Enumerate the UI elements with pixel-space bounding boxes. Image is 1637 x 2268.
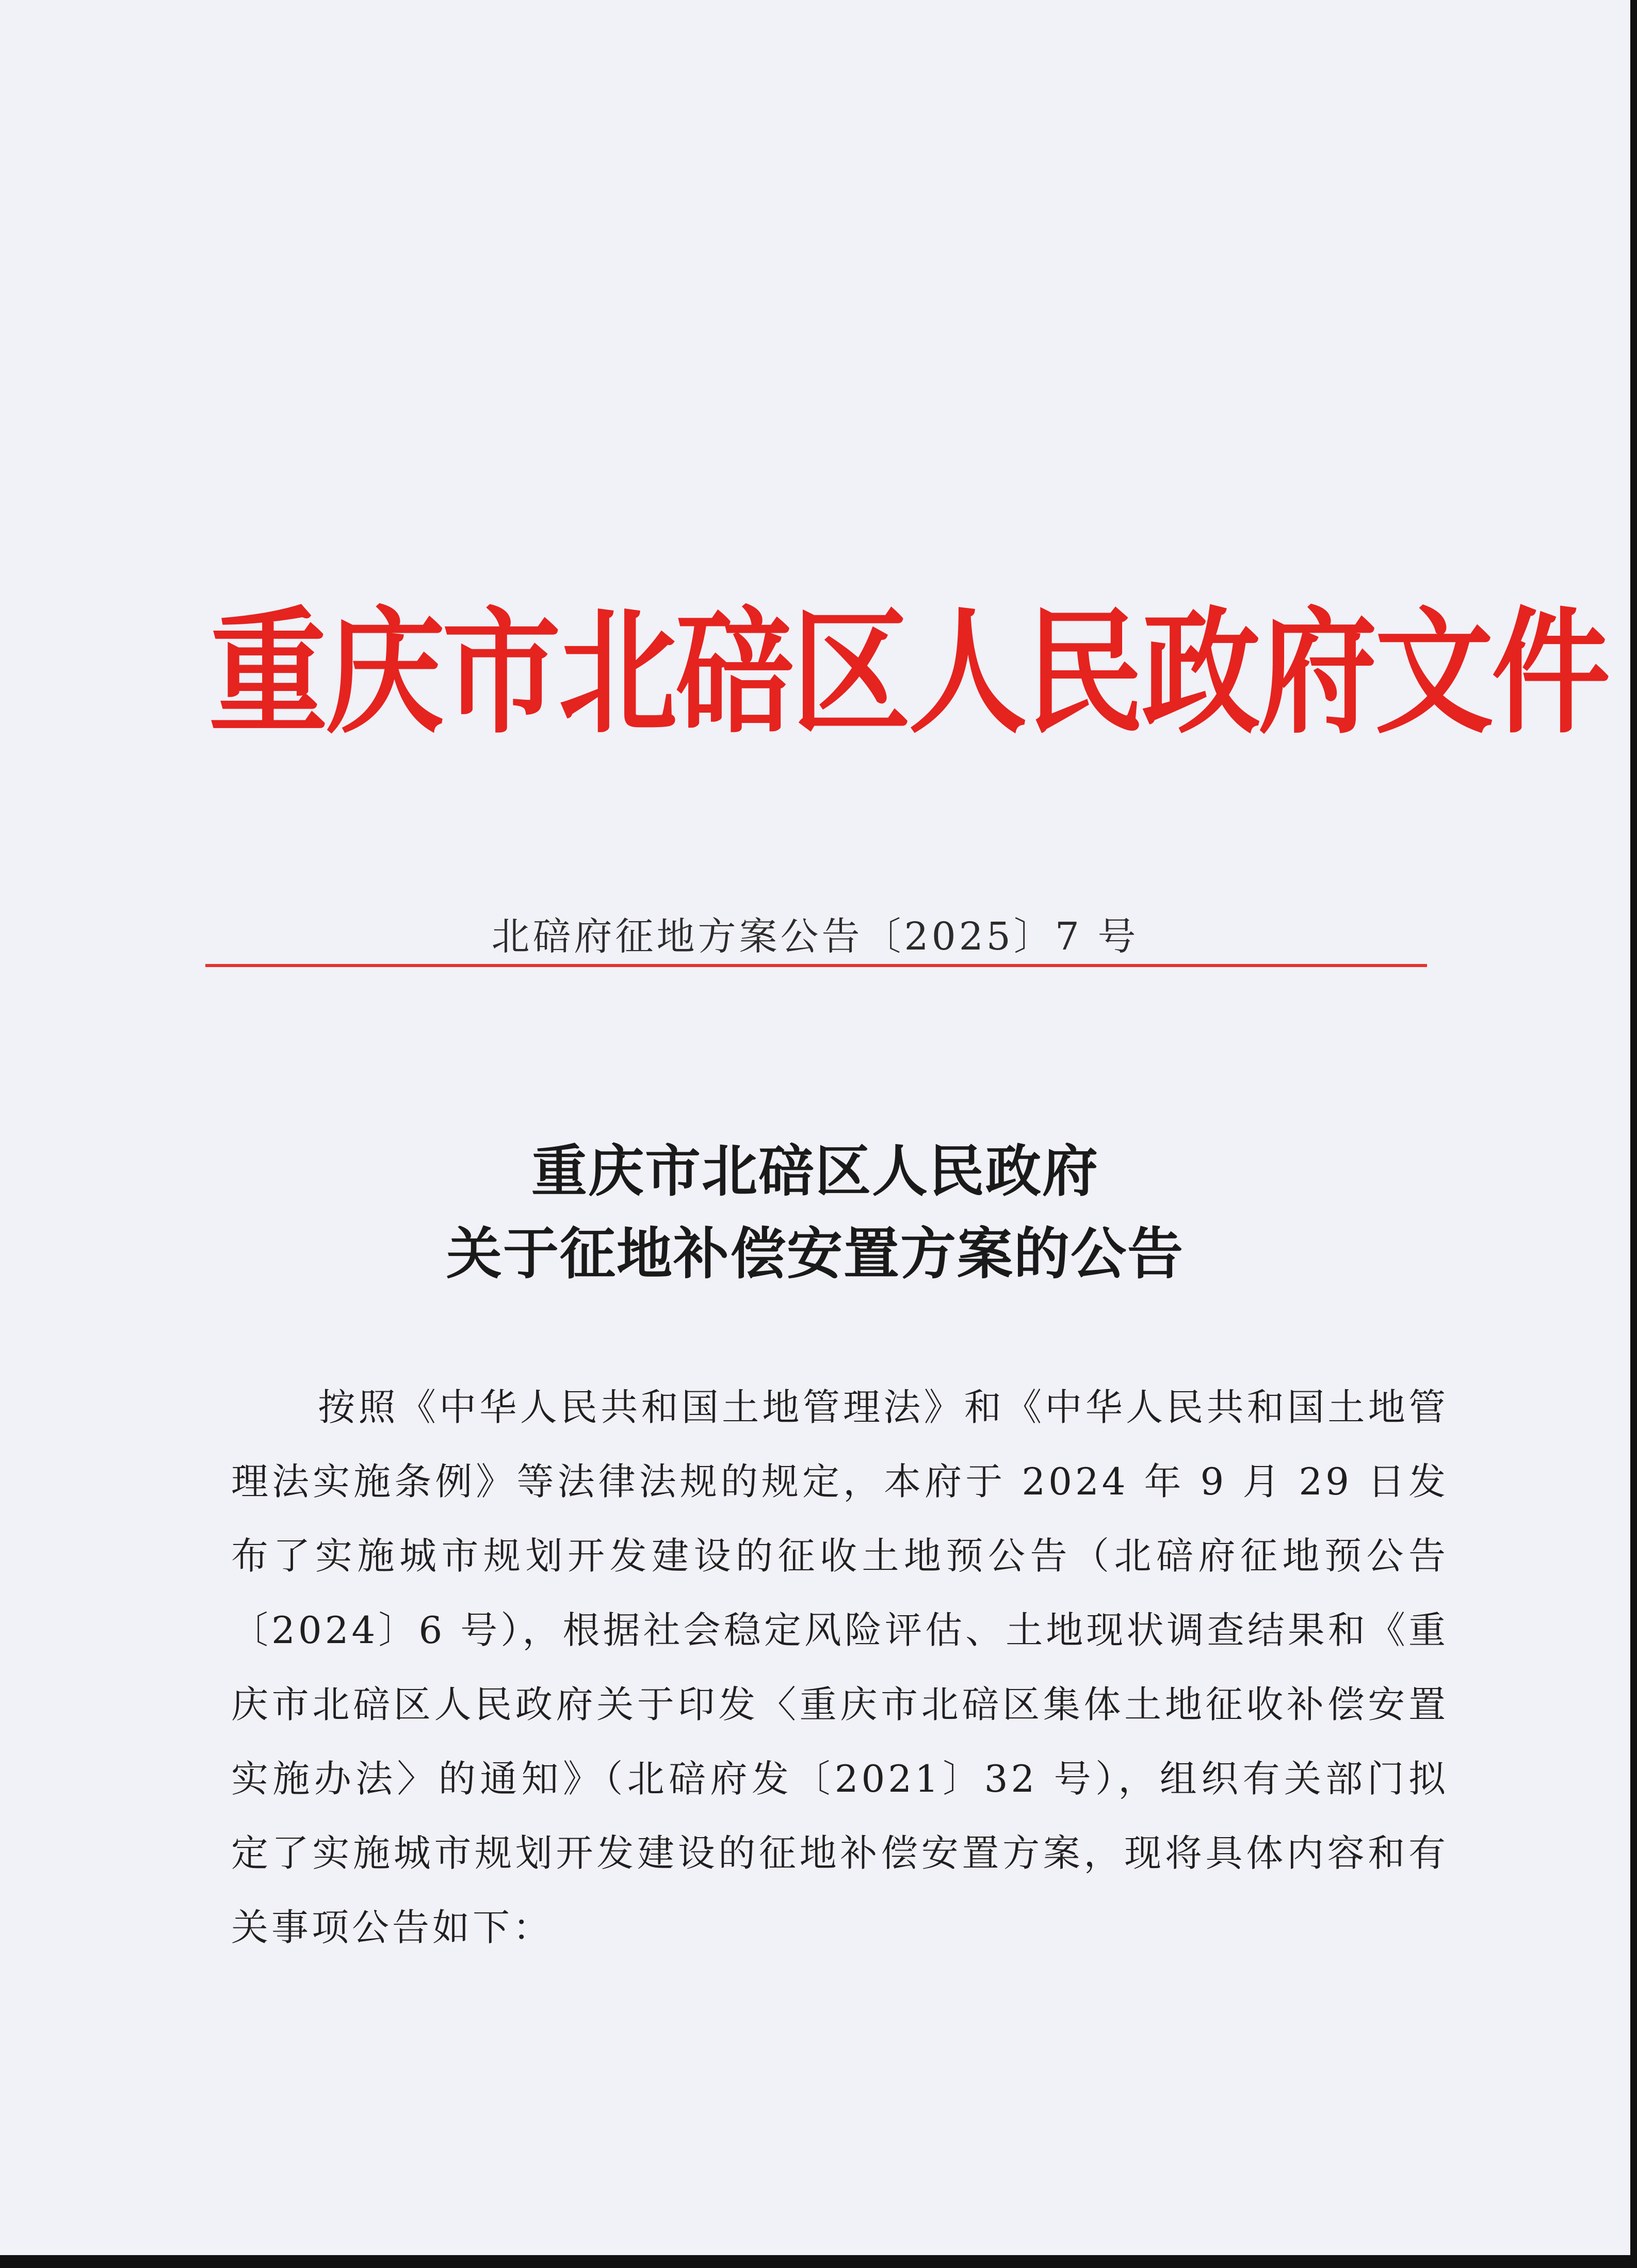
- scan-edge-bottom: [0, 2255, 1637, 2268]
- announcement-title-line-1: 重庆市北碚区人民政府: [531, 1139, 1099, 1204]
- document-masthead: 重庆市北碚区人民政府文件: [209, 593, 1609, 752]
- announcement-body-text: 按照《中华人民共和国土地管理法》和《中华人民共和国土地管理法实施条例》等法律法规的规定，本府于 2024 年 9 月 29 日发布了实施城市规划开发建设的征收土地预公告（北碚府征地预公告〔2024〕6 号），根据社会稳定风险评估、土地现状调查结果和《重庆市北碚区人民政府关于印发〈重庆市北碚区集体土地征收补偿安置实施办法〉的通知》（北碚府发〔2021〕32 号），组织有关部门拟定了实施城市规划开发建设的征地补偿安置方案，现将具体内容和有关事项公告如下：: [231, 1386, 1449, 1949]
- scan-edge-right: [1630, 0, 1637, 2268]
- announcement-title-line-2: 关于征地补偿安置方案的公告: [446, 1221, 1184, 1286]
- red-separator-line: [205, 964, 1427, 967]
- document-number: 北碚府征地方案公告〔2025〕7 号: [491, 914, 1139, 959]
- announcement-body-paragraph: [231, 1370, 1449, 1965]
